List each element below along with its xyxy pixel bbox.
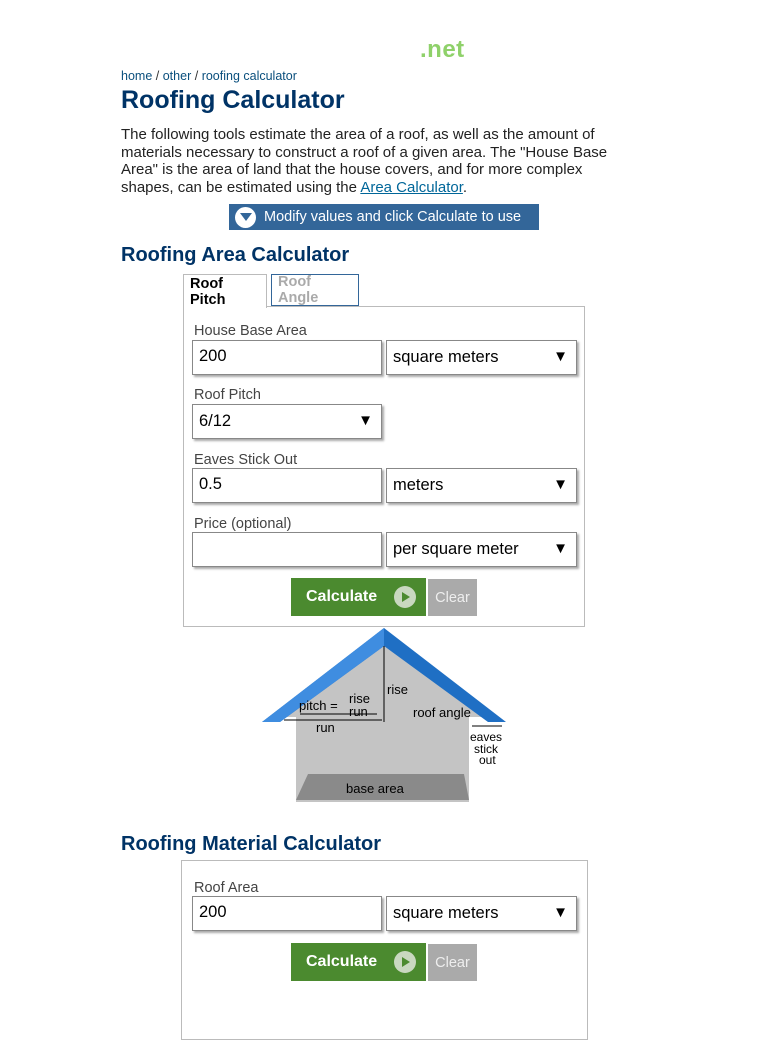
eaves-label: Eaves Stick Out <box>194 452 298 468</box>
roofing-material-heading: Roofing Material Calculator <box>121 833 382 855</box>
material-clear-button[interactable]: Clear <box>428 944 477 981</box>
roof-area-label: Roof Area <box>194 880 259 896</box>
tab-roof-pitch[interactable]: Roof Pitch <box>183 274 267 308</box>
roofing-area-heading: Roofing Area Calculator <box>121 244 350 266</box>
modify-values-banner[interactable] <box>229 204 539 230</box>
roof-area-input[interactable]: 200 <box>192 896 382 931</box>
eaves-unit-value: meters <box>393 476 444 494</box>
page-title: Roofing Calculator <box>121 86 345 114</box>
play-icon <box>394 586 416 608</box>
roof-area-unit-value: square meters <box>393 904 499 922</box>
roof-area-unit-select[interactable] <box>386 896 577 931</box>
roof-pitch-select[interactable] <box>192 404 382 439</box>
price-label: Price (optional) <box>194 516 292 532</box>
breadcrumb-home[interactable]: home <box>121 69 153 83</box>
dropdown-arrow-icon: ▼ <box>553 348 568 365</box>
intro-end: . <box>462 178 468 196</box>
chevron-down-icon <box>235 207 256 228</box>
breadcrumb-other[interactable]: other <box>162 69 192 83</box>
dropdown-arrow-icon: ▼ <box>358 412 373 429</box>
base-area-label: base area <box>346 781 404 796</box>
pitch-text: pitch = <box>299 698 338 713</box>
dropdown-arrow-icon: ▼ <box>553 540 568 557</box>
base-area-input[interactable]: 200 <box>192 340 382 375</box>
price-unit-value: per square meter <box>393 540 519 558</box>
roof-angle-label: roof angle <box>413 705 471 720</box>
run-label: run <box>316 720 335 735</box>
base-area-unit-select[interactable] <box>386 340 577 375</box>
clear-button[interactable]: Clear <box>428 579 477 616</box>
calculate-label: Calculate <box>306 953 378 970</box>
eaves-input[interactable]: 0.5 <box>192 468 382 503</box>
breadcrumb <box>121 69 297 83</box>
price-unit-select[interactable] <box>386 532 577 567</box>
roof-pitch-label: Roof Pitch <box>194 387 261 403</box>
rise-label: rise <box>387 682 408 697</box>
roof-diagram <box>262 622 512 804</box>
roof-pitch-value: 6/12 <box>199 412 232 430</box>
breadcrumb-separator: / <box>155 69 160 83</box>
rise-fraction: rise <box>349 691 370 706</box>
banner-text: Modify values and click Calculate to use <box>264 209 522 225</box>
dropdown-arrow-icon: ▼ <box>553 476 568 493</box>
tab-roof-angle[interactable]: Roof Angle <box>271 274 359 306</box>
calculate-label: Calculate <box>306 588 378 605</box>
play-icon <box>394 951 416 973</box>
base-area-label: House Base Area <box>194 323 307 339</box>
eaves-label-3: out <box>479 753 496 767</box>
eaves-label-2: stick <box>474 742 498 756</box>
breadcrumb-separator: / <box>194 69 199 83</box>
eaves-unit-select[interactable] <box>386 468 577 503</box>
breadcrumb-current[interactable]: roofing calculator <box>201 69 297 83</box>
eaves-label-1: eaves <box>470 730 503 744</box>
area-calculator-link[interactable]: Area Calculator <box>360 178 463 196</box>
site-logo[interactable]: .net <box>420 36 465 63</box>
run-fraction: run <box>349 704 368 719</box>
intro-body: The following tools estimate the area of a roof, as well as the amount of materials necessary to construct a roof of a given area. The "House Base Area" is the area of land that the house covers, and for more complex shapes, can be estimated using the <box>121 126 608 196</box>
price-input[interactable] <box>192 532 382 567</box>
calculate-button[interactable] <box>291 578 426 616</box>
intro-text <box>121 126 631 196</box>
material-calculate-button[interactable] <box>291 943 426 981</box>
base-area-unit-value: square meters <box>393 348 499 366</box>
dropdown-arrow-icon: ▼ <box>553 904 568 921</box>
